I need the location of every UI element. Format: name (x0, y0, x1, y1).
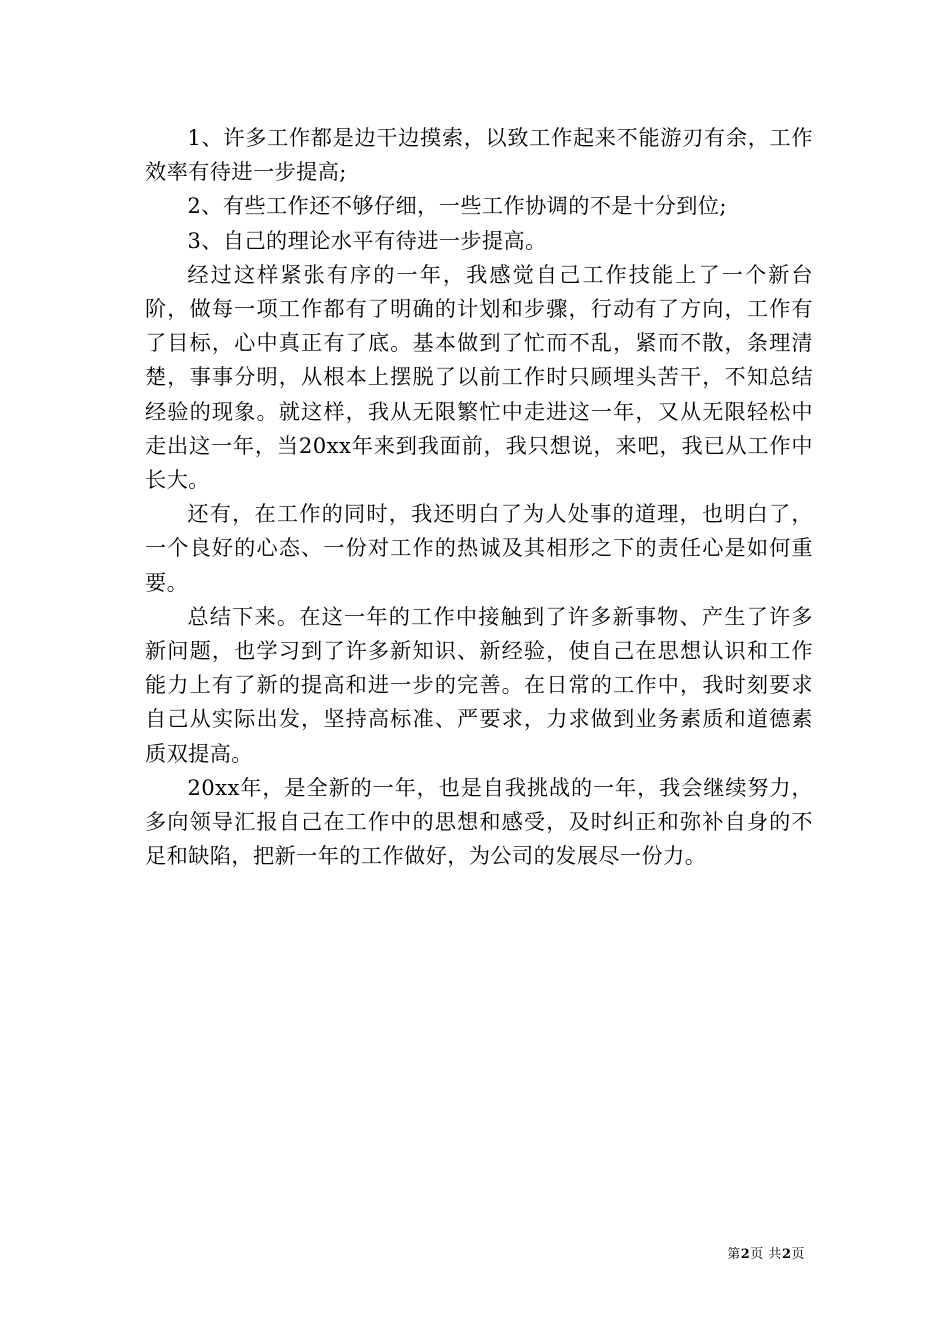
footer-middle: 页 共 (750, 1247, 782, 1262)
list-item-1: 1、许多工作都是边干边摸索，以致工作起来不能游刃有余，工作效率有待进一步提高; (145, 125, 813, 185)
paragraph-summary: 总结下来。在这一年的工作中接触到了许多新事物、产生了许多新问题，也学习到了许多新知识、新经验，使自己在思想认识和工作能力上有了新的提高和进一步的完善。在日常的工作中，我时刻要求自己从实际出发，坚持高标准、严要求，力求做到业务素质和道德素质双提高。 (145, 603, 813, 766)
footer-suffix: 页 (791, 1247, 805, 1262)
footer-prefix: 第 (727, 1247, 741, 1262)
page-number-footer (727, 1246, 805, 1264)
paragraph-skills: 经过这样紧张有序的一年，我感觉自己工作技能上了一个新台阶，做每一项工作都有了明确的计划和步骤，行动有了方向，工作有了目标，心中真正有了底。基本做到了忙而不乱，紧而不散，条理清楚，事事分明，从根本上摆脱了以前工作时只顾埋头苦干，不知总结经验的现象。就这样，我从无限繁忙中走进这一年，又从无限轻松中走出这一年，当20xx年来到我面前，我只想说，来吧，我已从工作中长大。 (145, 261, 813, 493)
list-item-2: 2、有些工作还不够仔细，一些工作协调的不是十分到位; (187, 193, 727, 219)
paragraph-outlook: 20xx年，是全新的一年，也是自我挑战的一年，我会继续努力，多向领导汇报自己在工作中的思想和感受，及时纠正和弥补自身的不足和缺陷，把新一年的工作做好，为公司的发展尽一份力。 (145, 774, 813, 869)
current-page-number: 2 (740, 1247, 751, 1262)
total-page-number: 2 (781, 1247, 792, 1262)
paragraph-attitude: 还有，在工作的同时，我还明白了为人处事的道理，也明白了，一个良好的心态、一份对工作的热诚及其相形之下的责任心是如何重要。 (145, 501, 813, 595)
list-item-3: 3、自己的理论水平有待进一步提高。 (187, 227, 547, 253)
document-body (145, 121, 813, 873)
